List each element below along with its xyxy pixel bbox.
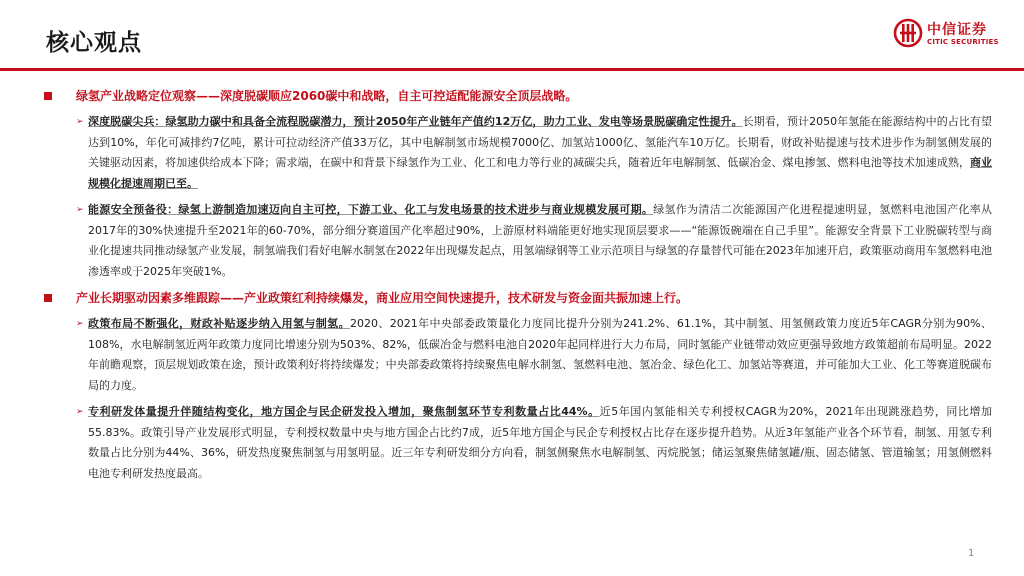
item-lead: 深度脱碳尖兵：绿氢助力碳中和具备全流程脱碳潜力，预计2050年产业链年产值约12万亿，助力工业、发电等场景脱碳确定性提升。: [88, 115, 743, 128]
item-body: 近5年国内氢能相关专利授权CAGR为20%，2021年出现跳涨趋势，同比增加55.83%。政策引导产业发展形式明显，专利授权数量中央与地方国企占比约7成，近5年地方国企与民企专利授权占比存在逐步提升趋势。从近3年氢能产业各个环节看，制氢、用氢专利数量占比分别为44%、36%，研发热度聚焦制氢与用氢明显。近三年专利研发细分方向看，制氢侧聚焦水电解制氢、丙烷脱氢；储运氢聚焦储氢罐/瓶、固态储氢、管道输氢；用氢侧燃料电池专利研发热度最高。: [88, 405, 993, 480]
page-title: 核心观点: [46, 30, 142, 56]
square-bullet-icon: [44, 92, 52, 100]
item-lead: 能源安全预备役：绿氢上游制造加速迈向自主可控，下游工业、化工与发电场景的技术进步与商业规模发展可期。: [88, 203, 654, 216]
section-heading-text: 产业长期驱动因素多维跟踪——产业政策红利持续爆发，商业应用空间快速提升，技术研发与资金面共振加速上行。: [76, 291, 689, 305]
slide-content: [40, 86, 992, 490]
arrow-bullet-icon: ➢: [76, 117, 84, 127]
arrow-bullet-icon: ➢: [76, 205, 84, 215]
page-number: 1: [968, 548, 975, 559]
list-item: [40, 200, 992, 282]
slide-header: [0, 0, 1024, 68]
item-tail: 商业规模化提速周期已至。: [88, 156, 993, 190]
logo-text-cn: 中信证券: [927, 22, 987, 38]
list-item: [40, 112, 992, 194]
list-item: [40, 314, 992, 396]
company-logo: [893, 18, 1003, 52]
square-bullet-icon: [44, 294, 52, 302]
logo-text-en: CITIC SECURITIES: [927, 38, 999, 46]
section-heading: [40, 86, 992, 106]
citic-logo-icon: [893, 18, 923, 48]
section-heading: [40, 288, 992, 308]
item-lead: 政策布局不断强化，财政补贴逐步纳入用氢与制氢。: [88, 317, 350, 330]
arrow-bullet-icon: ➢: [76, 407, 84, 417]
item-body: 2020、2021年中央部委政策量化力度同比提升分别为241.2%、61.1%，其中制氢、用氢侧政策力度近5年CAGR分别为90%、108%，水电解制氢近两年政策力度同比增速分别为503%、82%，低碳冶金与燃料电池自2020年起同样进行大力布局，同时氢能产业链带动效应更强导致地方政策超前布局明显。2022年前瞻观察，顶层规划政策在途，预计政策利好将持续爆发；中央部委政策将持续聚焦电解水制氢、氢燃料电池、氢冶金、绿色化工、加氢站等赛道，并可能加大工业、化工等赛道脱碳布局的力度。: [88, 317, 993, 392]
item-lead: 专利研发体量提升伴随结构变化，地方国企与民企研发投入增加，聚焦制氢环节专利数量占比44%。: [88, 405, 600, 418]
list-item: [40, 402, 992, 484]
item-body: 长期看，预计2050年氢能在能源结构中的占比有望达到10%，年化可减排约7亿吨，累计可拉动经济产值33万亿，其中电解制氢市场规模7000亿、加氢站1000亿、氢能汽车10万亿。长期看，财政补贴提速与技术进步作为制氢侧发展的关键驱动因素，将加速供给成本下降；需求端，在碳中和背景下绿氢作为工业、化工和电力等行业的减碳尖兵，随着近年电解制氢、低碳冶金、煤电掺氢、燃料电池等技术加速成熟，: [88, 115, 992, 169]
section-heading-text: 绿氢产业战略定位观察——深度脱碳顺应2060碳中和战略，自主可控适配能源安全顶层战略。: [76, 89, 578, 103]
item-body: 绿氢作为清洁二次能源国产化进程提速明显，氢燃料电池国产化率从2017年的30%快速提升至2021年的60-70%，部分细分赛道国产化率超过90%，上游原材料端能更好地实现顶层要求——“能源饭碗端在自己手里”。能源安全背景下工业脱碳转型与商业化提速共同推动绿氢产业发展，制氢端我们看好电解水制氢在2022年出现爆发起点，用氢端绿钢等工业示范项目与绿氢的存量替代可能在2023年加速开启，政策驱动商用车氢燃料电池渗透率或于2025年突破1%。: [88, 203, 992, 278]
arrow-bullet-icon: ➢: [76, 319, 84, 329]
header-divider: [0, 68, 1024, 71]
